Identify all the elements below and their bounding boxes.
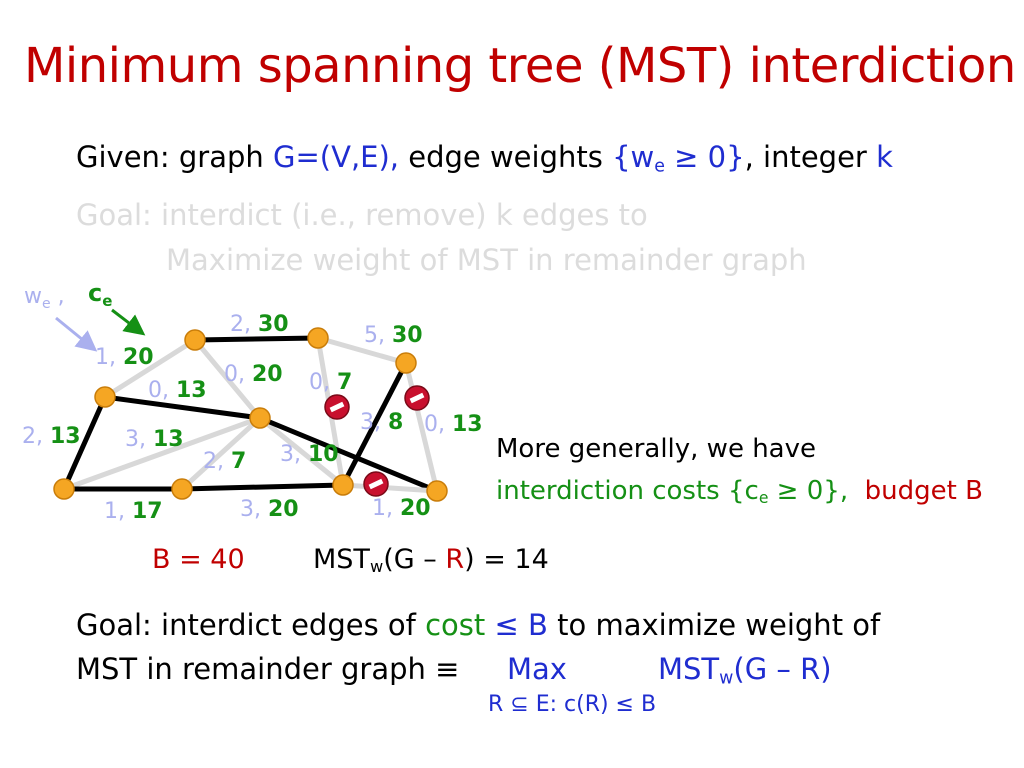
edge-label-AD: 1, 20 [95,345,154,370]
mst-objective: $MST_w(G - R)$ [658,652,832,689]
edge-label-FG: 1, 17 [104,499,163,524]
edge-label-EH: 3, 10 [280,442,339,467]
legend-weight-arrow [56,318,94,349]
interdiction-marker-CI [405,386,429,410]
node-D [95,387,115,407]
edge-label-AE: 0, 20 [224,362,283,387]
node-H [333,475,353,495]
edge-label-DF: 2, 13 [22,424,81,449]
max-label: Max [507,652,567,686]
legend-cost-label: $c_e$ [88,279,113,310]
node-B [308,328,328,348]
node-C [396,353,416,373]
node-E [250,408,270,428]
node-F [54,479,74,499]
edge-label-BH: 0, 7 [309,370,353,395]
given-prefix: Given: graph [76,140,274,174]
node-A [185,330,205,350]
legend-cost-arrow [112,310,142,333]
given-graph: G=(V,E), [273,140,400,174]
edge-label-CH: 3, 8 [360,410,404,435]
edge-GH [182,485,343,489]
budget-label: budget B [864,476,983,506]
goal-faded-line2: Maximize weight of MST in remainder graph [166,243,807,277]
interdiction-costs-line: interdiction costs $\{c_e \ge 0\}$, budget B [496,476,983,507]
given-comma: , integer [744,140,877,174]
interdiction-marker-BH [325,395,349,419]
edge-label-GH: 3, 20 [240,497,299,522]
edge-label-AB: 2, 30 [230,312,289,337]
goal-line1: Goal: interdict edges of cost ≤ B to maximize weight of [76,608,881,642]
interdiction-marker-HI [364,472,388,496]
budget-example: B = 40 [152,544,245,575]
equiv-symbol: ≡ [435,652,460,686]
given-k: k [876,140,893,174]
edge-label-EG: 2, 7 [203,449,247,474]
edge-AB [195,338,318,340]
given-weights: $\{w_e \ge 0\}$ [612,140,745,177]
goal-line2: MST in remainder graph ≡ [76,652,460,686]
node-I [427,481,447,501]
mst-example: $MST_w(G - R) = 14$ [313,544,549,577]
edge-label-DE: 0, 13 [148,378,207,403]
goal-faded-line1: Goal: interdict (i.e., remove) k edges to [76,198,648,232]
legend [24,279,142,349]
legend-weight-label: $w_e$ , [24,284,65,312]
edge-label-HI: 1, 20 [372,496,431,521]
node-G [172,479,192,499]
given-mid: edge weights [399,140,613,174]
edge-label-BC: 5, 30 [364,323,423,348]
more-generally-line: More generally, we have [496,434,816,464]
edge-label-EF: 3, 13 [125,427,184,452]
edge-label-CI: 0, 13 [424,412,483,437]
slide-title: Minimum spanning tree (MST) interdiction [24,38,1016,94]
max-constraint: R ⊆ E: c(R) ≤ B [488,692,657,717]
